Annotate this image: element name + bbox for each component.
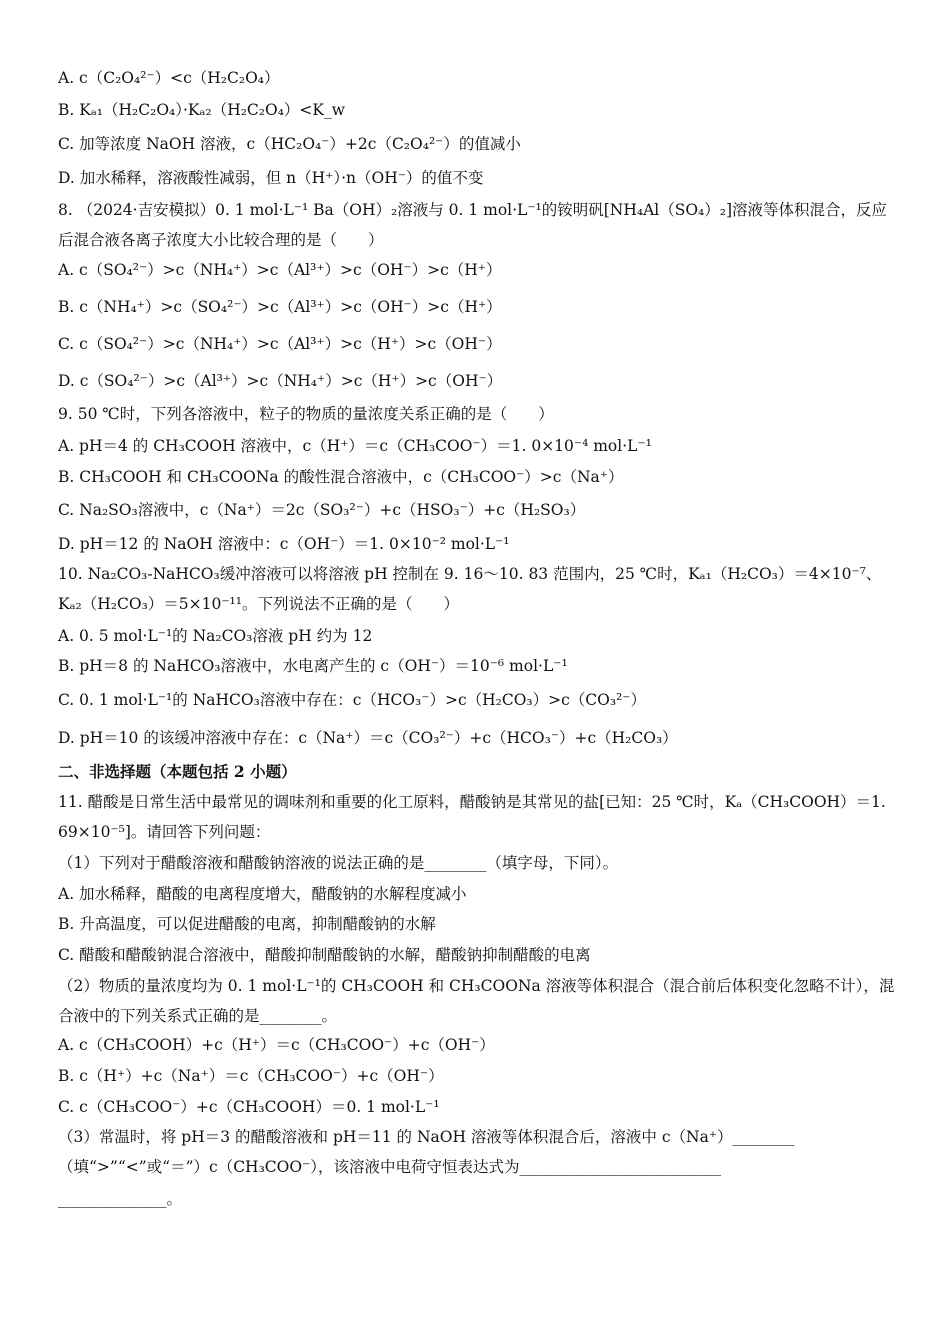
q11-part3: （3）常温时，将 pH＝3 的醋酸溶液和 pH＝11 的 NaOH 溶液等体积混合后，溶液中 c（Na⁺）________（填“>”“<”或“＝”）c（CH₃COO⁻），该溶液中电荷守恒表达式为__________________________ <box>58 1128 795 1176</box>
q11-part2-option-c: C. c（CH₃COO⁻）+c（CH₃COOH）＝0. 1 mol·L⁻¹ <box>58 1098 440 1116</box>
q8-option-d: D. c（SO₄²⁻）>c（Al³⁺）>c（NH₄⁺）>c（H⁺）>c（OH⁻） <box>58 372 503 390</box>
q9-option-b: B. CH₃COOH 和 CH₃COONa 的酸性混合溶液中，c（CH₃COO⁻）>c（Na⁺） <box>58 468 624 486</box>
q11-part1: （1）下列对于醋酸溶液和醋酸钠溶液的说法正确的是________（填字母，下同）。 <box>58 854 619 872</box>
q11-part2: （2）物质的量浓度均为 0. 1 mol·L⁻¹的 CH₃COOH 和 CH₃COONa 溶液等体积混合（混合前后体积变化忽略不计），混合液中的下列关系式正确的是________。 <box>58 977 895 1025</box>
q8-option-c: C. c（SO₄²⁻）>c（NH₄⁺）>c（Al³⁺）>c（H⁺）>c（OH⁻） <box>58 335 502 353</box>
q7-option-b: B. Kₐ₁（H₂C₂O₄）·Kₐ₂（H₂C₂O₄）<K_w <box>58 101 346 119</box>
q11-part1-option-c: C. 醋酸和醋酸钠混合溶液中，醋酸抑制醋酸钠的水解，醋酸钠抑制醋酸的电离 <box>58 946 591 964</box>
q9-option-c: C. Na₂SO₃溶液中，c（Na⁺）＝2c（SO₃²⁻）+c（HSO₃⁻）+c（H₂SO₃） <box>58 501 586 519</box>
q8-option-a: A. c（SO₄²⁻）>c（NH₄⁺）>c（Al³⁺）>c（OH⁻）>c（H⁺） <box>58 261 502 279</box>
q11-part2-option-b: B. c（H⁺）+c（Na⁺）＝c（CH₃COO⁻）+c（OH⁻） <box>58 1067 444 1085</box>
q9-option-d: D. pH＝12 的 NaOH 溶液中：c（OH⁻）＝1. 0×10⁻² mol·L⁻¹ <box>58 535 510 553</box>
q7-option-a: A. c（C₂O₄²⁻）<c（H₂C₂O₄） <box>58 69 280 87</box>
q10-option-a: A. 0. 5 mol·L⁻¹的 Na₂CO₃溶液 pH 约为 12 <box>58 627 373 645</box>
q8-option-b: B. c（NH₄⁺）>c（SO₄²⁻）>c（Al³⁺）>c（OH⁻）>c（H⁺） <box>58 298 502 316</box>
q10-stem: 10. Na₂CO₃-NaHCO₃缓冲溶液可以将溶液 pH 控制在 9. 16～10. 83 范围内，25 ℃时，Kₐ₁（H₂CO₃）＝4×10⁻⁷、Kₐ₂（H₂CO₃）＝5×10⁻¹¹。下列说法不正确的是（ ） <box>58 565 882 613</box>
q11-part1-option-a: A. 加水稀释，醋酸的电离程度增大，醋酸钠的水解程度减小 <box>58 885 467 903</box>
q11-part3-blank: ______________。 <box>58 1190 183 1208</box>
q9-option-a: A. pH＝4 的 CH₃COOH 溶液中，c（H⁺）＝c（CH₃COO⁻）＝1. 0×10⁻⁴ mol·L⁻¹ <box>58 437 652 455</box>
q11-part1-option-b: B. 升高温度，可以促进醋酸的电离，抑制醋酸钠的水解 <box>58 915 436 933</box>
q11-part2-option-a: A. c（CH₃COOH）+c（H⁺）＝c（CH₃COO⁻）+c（OH⁻） <box>58 1036 495 1054</box>
q8-stem: 8. （2024·吉安模拟）0. 1 mol·L⁻¹ Ba（OH）₂溶液与 0. 1 mol·L⁻¹的铵明矾[NH₄Al（SO₄）₂]溶液等体积混合，反应后混合液各离子浓度大小比较合理的是（ ） <box>58 201 888 249</box>
q10-option-d: D. pH＝10 的该缓冲溶液中存在：c（Na⁺）＝c（CO₃²⁻）+c（HCO₃⁻）+c（H₂CO₃） <box>58 729 678 747</box>
q10-option-c: C. 0. 1 mol·L⁻¹的 NaHCO₃溶液中存在：c（HCO₃⁻）>c（H₂CO₃）>c（CO₃²⁻） <box>58 691 646 709</box>
q10-option-b: B. pH＝8 的 NaHCO₃溶液中，水电离产生的 c（OH⁻）＝10⁻⁶ mol·L⁻¹ <box>58 657 568 675</box>
section-heading: 二、非选择题（本题包括 2 小题） <box>58 762 297 781</box>
q7-option-c: C. 加等浓度 NaOH 溶液，c（HC₂O₄⁻）+2c（C₂O₄²⁻）的值减小 <box>58 135 521 153</box>
q9-stem: 9. 50 ℃时，下列各溶液中，粒子的物质的量浓度关系正确的是（ ） <box>58 405 554 423</box>
q11-stem: 11. 醋酸是日常生活中最常见的调味剂和重要的化工原料，醋酸钠是其常见的盐[已知：25 ℃时，Kₐ（CH₃COOH）＝1. 69×10⁻⁵]。请回答下列问题： <box>58 793 886 841</box>
q7-option-d: D. 加水稀释，溶液酸性减弱，但 n（H⁺）·n（OH⁻）的值不变 <box>58 169 484 187</box>
